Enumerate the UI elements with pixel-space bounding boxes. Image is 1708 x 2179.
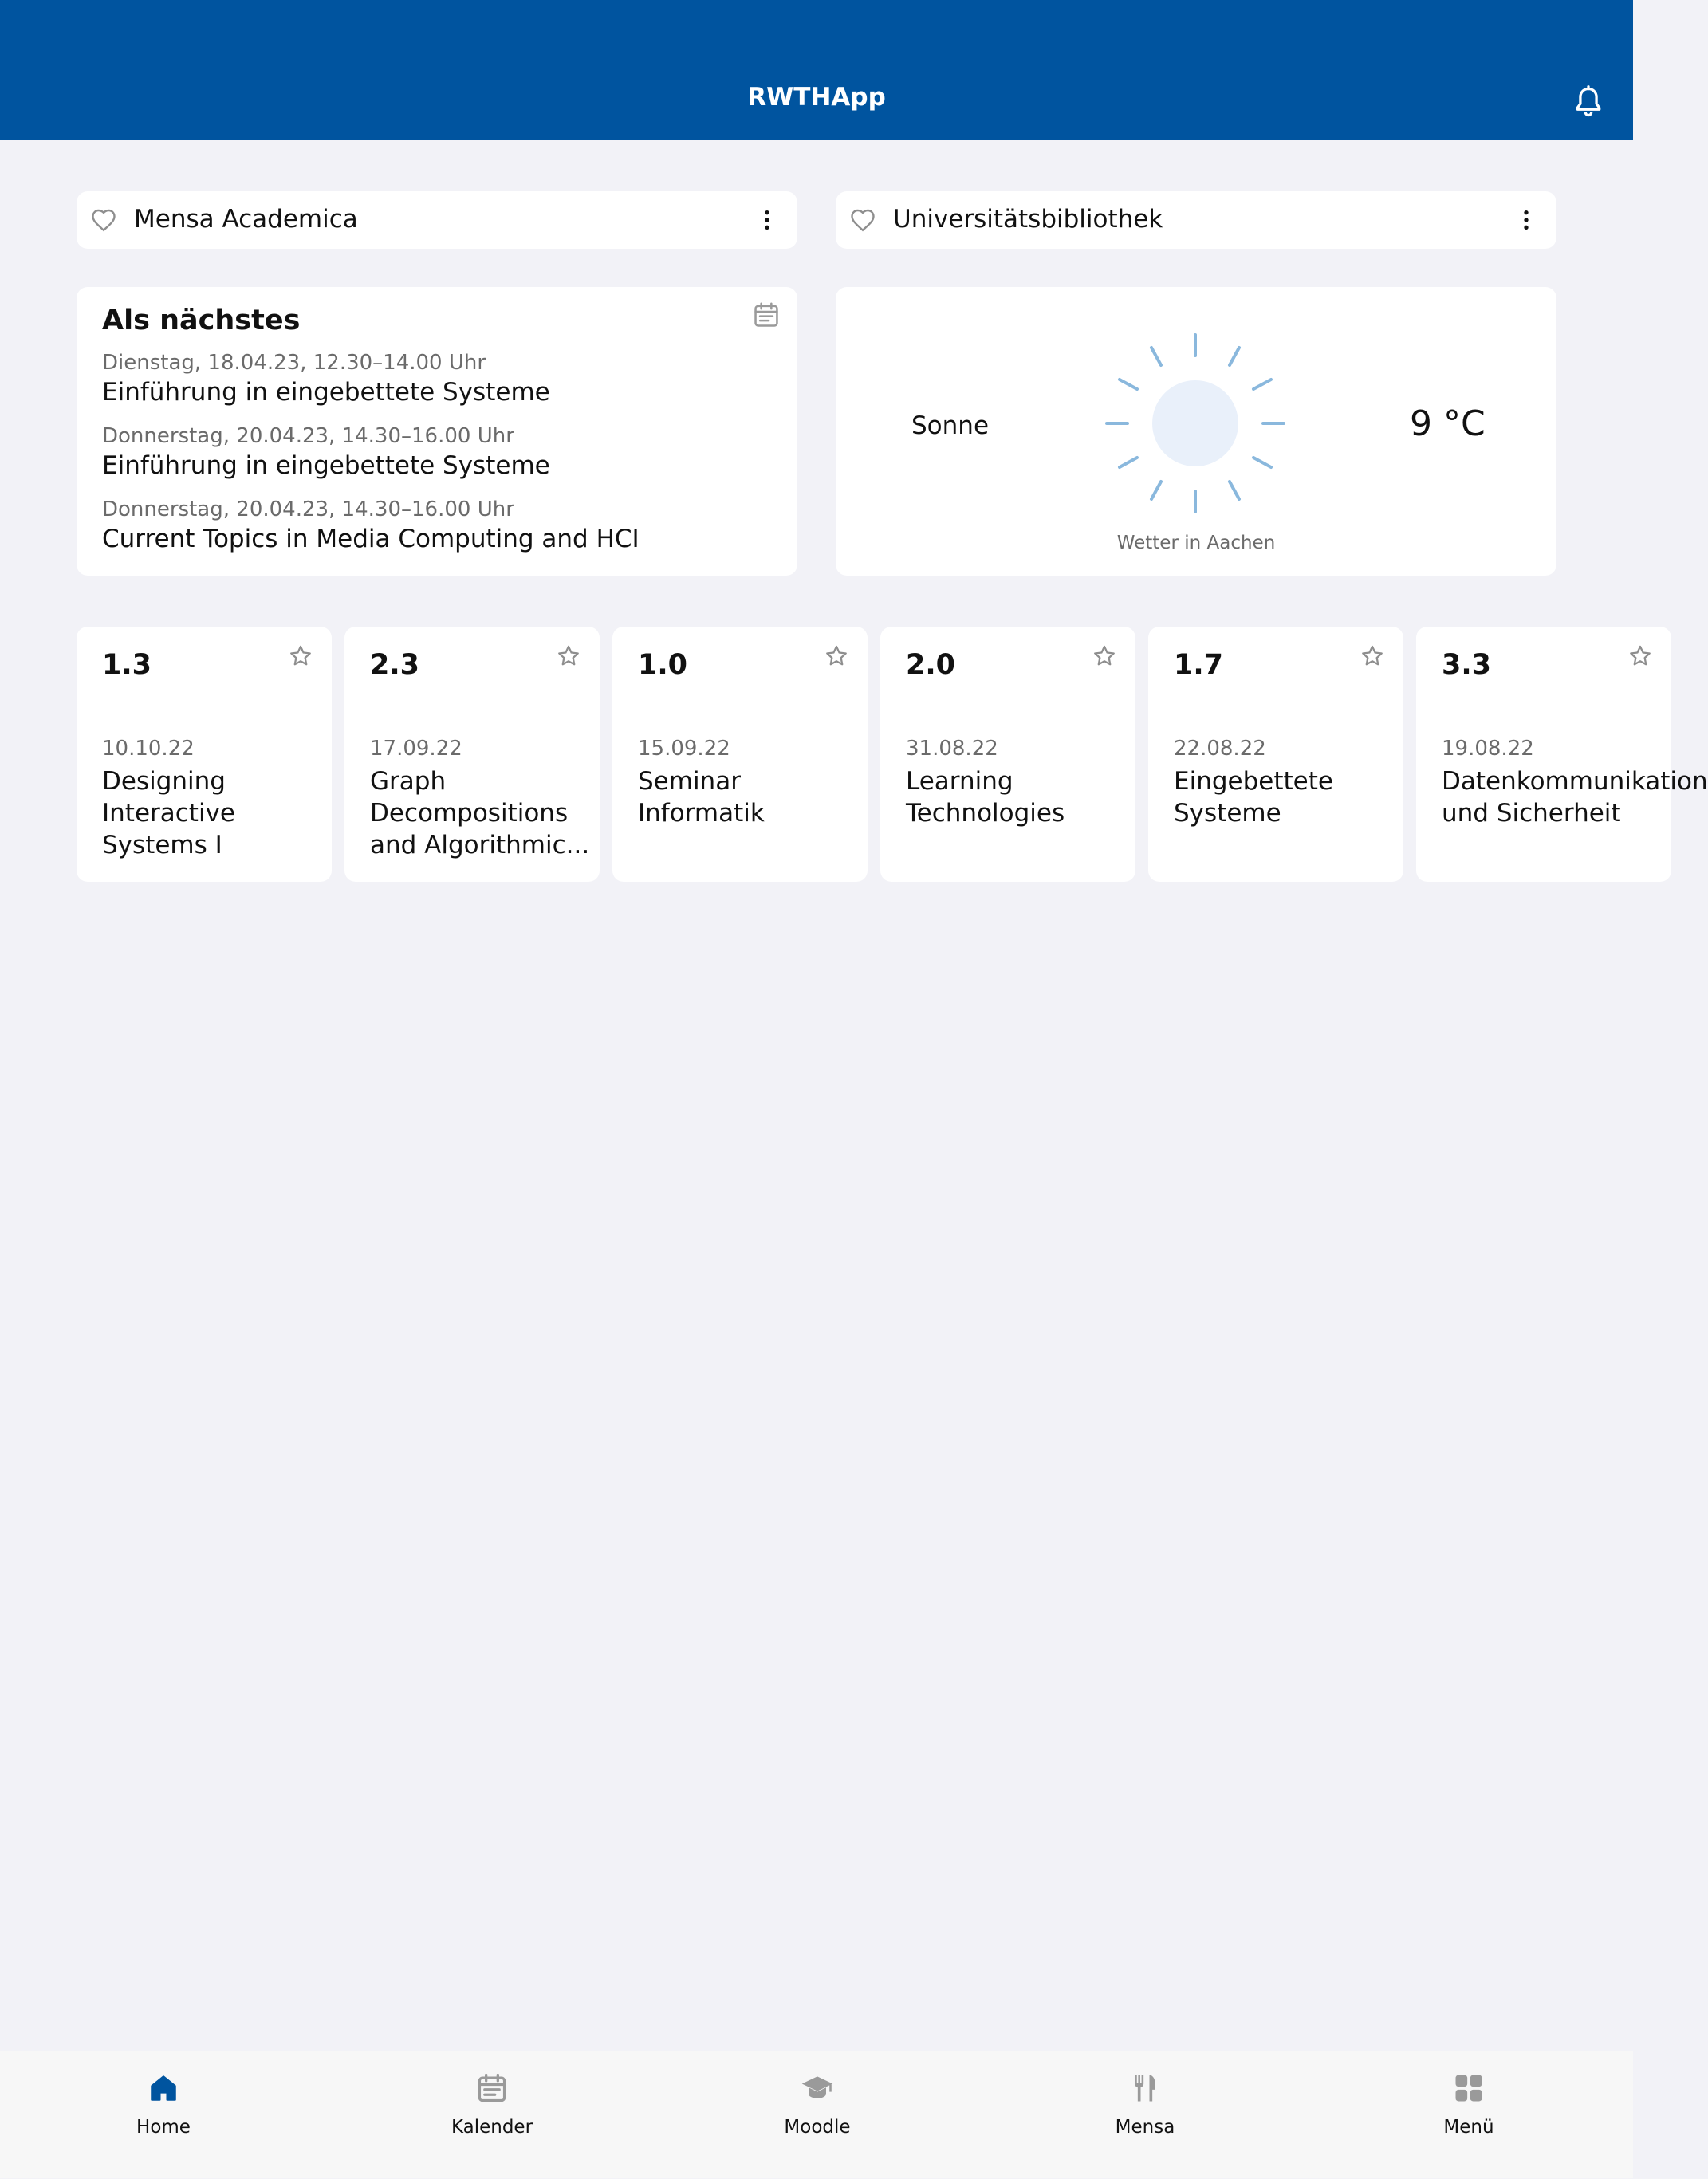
grade-card[interactable]: [1416, 627, 1708, 882]
grade-card[interactable]: [1148, 627, 1403, 882]
sun-icon: [1104, 332, 1287, 515]
grade-value: 2.3: [370, 649, 420, 681]
grade-card[interactable]: [612, 627, 868, 882]
event-date: Donnerstag, 20.04.23, 14.30–16.00 Uhr: [102, 424, 514, 448]
heart-icon[interactable]: [89, 206, 118, 234]
tab-home[interactable]: [84, 2051, 243, 2179]
tab-label: Home: [136, 2117, 191, 2138]
grade-date: 15.09.22: [638, 737, 730, 761]
event-item[interactable]: [102, 498, 640, 553]
bell-icon[interactable]: [1571, 85, 1606, 120]
event-name: Einführung in eingebettete Systeme: [102, 378, 550, 407]
more-options-icon[interactable]: [754, 207, 780, 233]
course-name: Graph Decompositions and Algorithmic...: [370, 767, 590, 859]
fork-knife-icon: [1128, 2071, 1163, 2106]
app-title: RWTHApp: [747, 83, 886, 112]
grade-value: 1.7: [1174, 649, 1224, 681]
grade-value: 3.3: [1442, 649, 1492, 681]
course-name: Datenkommunikation und Sicherheit: [1442, 767, 1708, 828]
grade-date: 19.08.22: [1442, 737, 1534, 761]
star-icon[interactable]: [1359, 643, 1386, 670]
event-date: Dienstag, 18.04.23, 12.30–14.00 Uhr: [102, 351, 486, 375]
heart-icon[interactable]: [848, 206, 877, 234]
grade-date: 10.10.22: [102, 737, 195, 761]
graduation-cap-icon: [800, 2071, 835, 2106]
event-name: Current Topics in Media Computing and HCI: [102, 525, 640, 553]
grade-card[interactable]: [77, 627, 332, 882]
next-events-card[interactable]: [77, 287, 797, 576]
star-icon[interactable]: [287, 643, 314, 670]
tab-label: Moodle: [784, 2117, 851, 2138]
course-name: Eingebettete Systeme: [1174, 767, 1333, 828]
favorite-card-library[interactable]: [836, 191, 1556, 249]
star-icon[interactable]: [823, 643, 850, 670]
grade-card[interactable]: [880, 627, 1135, 882]
calendar-icon: [474, 2071, 510, 2106]
event-name: Einführung in eingebettete Systeme: [102, 451, 550, 480]
favorite-label: Mensa Academica: [134, 205, 358, 234]
weather-condition: Sonne: [911, 411, 990, 440]
favorite-card-mensa[interactable]: [77, 191, 797, 249]
tab-moodle[interactable]: [738, 2051, 897, 2179]
top-bar: [0, 0, 1633, 140]
tab-label: Menü: [1443, 2117, 1494, 2138]
tab-mensa[interactable]: [1065, 2051, 1225, 2179]
star-icon[interactable]: [1627, 643, 1654, 670]
grade-date: 31.08.22: [906, 737, 998, 761]
event-date: Donnerstag, 20.04.23, 14.30–16.00 Uhr: [102, 498, 514, 521]
weather-card[interactable]: [836, 287, 1556, 576]
favorite-label: Universitätsbibliothek: [893, 205, 1163, 234]
calendar-icon: [751, 300, 781, 330]
tab-menu[interactable]: [1389, 2051, 1549, 2179]
star-icon[interactable]: [1091, 643, 1118, 670]
course-name: Learning Technologies: [906, 767, 1065, 828]
course-name: Seminar Informatik: [638, 767, 765, 828]
grade-value: 1.3: [102, 649, 152, 681]
event-item[interactable]: [102, 351, 550, 407]
course-name: Designing Interactive Systems I: [102, 767, 235, 859]
weather-temperature: 9 °C: [1410, 403, 1486, 444]
grid-icon: [1451, 2071, 1486, 2106]
tab-label: Kalender: [451, 2117, 533, 2138]
tab-label: Mensa: [1115, 2117, 1175, 2138]
next-events-heading: Als nächstes: [102, 305, 301, 336]
weather-location: Wetter in Aachen: [1116, 533, 1276, 553]
grade-value: 2.0: [906, 649, 956, 681]
tab-bar: [0, 2051, 1633, 2178]
event-item[interactable]: [102, 424, 550, 480]
tab-kalender[interactable]: [412, 2051, 572, 2179]
more-options-icon[interactable]: [1513, 207, 1539, 233]
grade-date: 17.09.22: [370, 737, 462, 761]
grade-card[interactable]: [344, 627, 600, 882]
grade-value: 1.0: [638, 649, 688, 681]
grades-carousel[interactable]: [0, 627, 1708, 882]
home-icon: [146, 2071, 181, 2106]
grade-date: 22.08.22: [1174, 737, 1266, 761]
star-icon[interactable]: [555, 643, 582, 670]
